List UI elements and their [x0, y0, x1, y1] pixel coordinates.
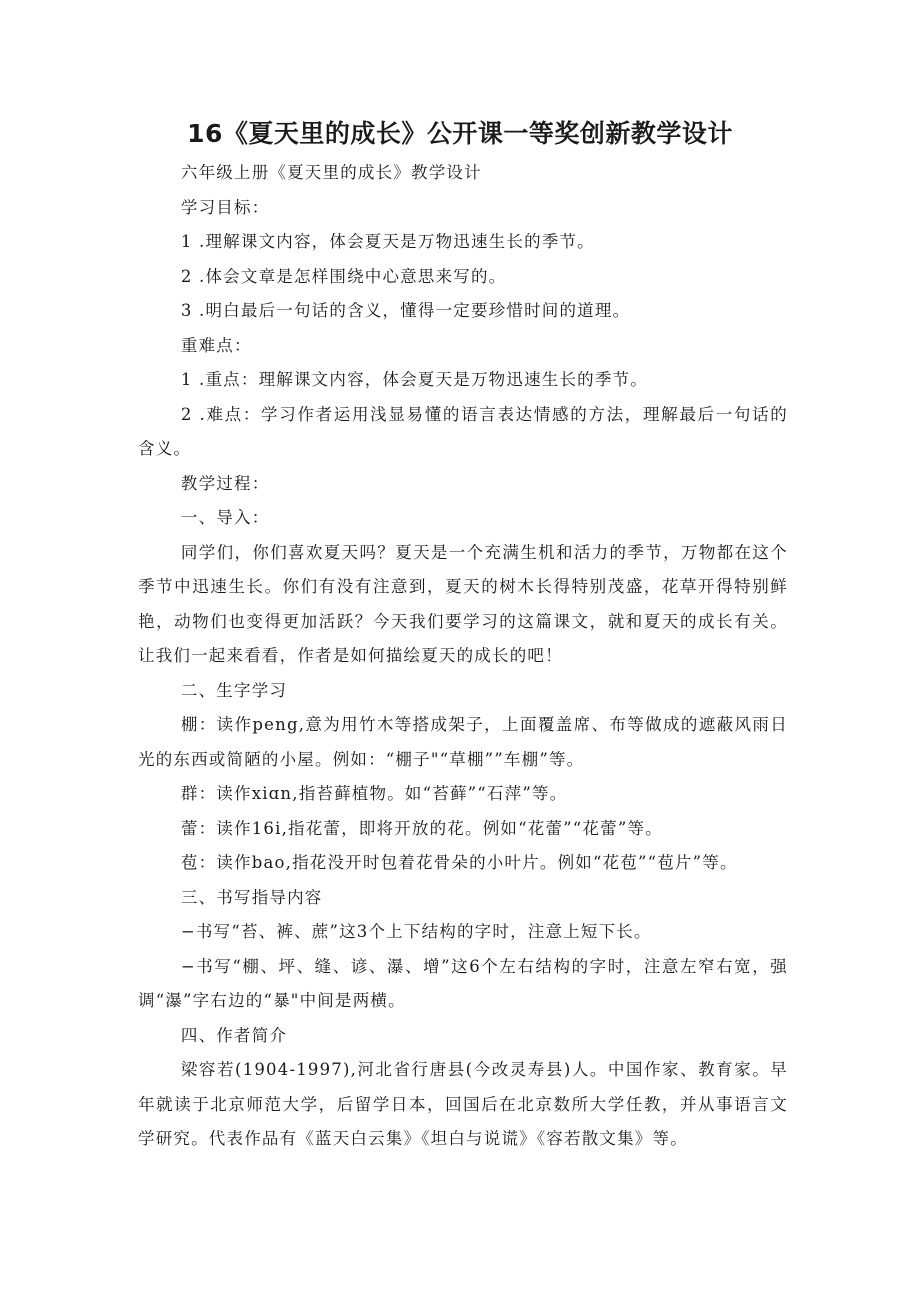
- intro-paragraph: 同学们，你们喜欢夏天吗？夏天是一个充满生机和活力的季节，万物都在这个季节中迅速生长。你们有没有注意到，夏天的树木长得特别茂盛，花草开得特别鲜艳，动物们也变得更加活跃？今天我们要学习的这篇课文，就和夏天的成长有关。让我们一起来看看，作者是如何描绘夏天的成长的吧！: [138, 542, 788, 665]
- character-entry-peng: 棚：读作peng,意为用竹木等搭成架子，上面覆盖席、布等做成的遮蔽风雨日光的东西或简陋的小屋。例如：“棚子"“草棚””车棚”等。: [138, 715, 788, 769]
- section-heading-writing: 三、书写指导内容: [180, 887, 323, 907]
- character-entry-bao: 苞：读作bao,指花没开时包着花骨朵的小叶片。例如“花苞”“苞片”等。: [180, 853, 738, 872]
- objective-item-3: 3 .明白最后一句话的含义，懂得一定要珍惜时间的道理。: [180, 301, 631, 320]
- objective-item-1: 1 .理解课文内容，体会夏天是万物迅速生长的季节。: [180, 232, 595, 251]
- objective-item-2: 2 .体会文章是怎样围绕中心意思来写的。: [180, 266, 507, 286]
- section-heading-characters: 二、生字学习: [180, 680, 288, 700]
- key-point-item-1: 1 .重点：理解课文内容，体会夏天是万物迅速生长的季节。: [180, 370, 648, 389]
- character-entry-xian: 群：读作xiɑn,指苔藓植物。如“苔藓”“石萍”等。: [180, 784, 568, 803]
- section-heading-intro: 一、导入：: [180, 508, 270, 527]
- character-entry-lei: 蕾：读作16i,指花蕾，即将开放的花。例如“花蕾”“花蕾”等。: [180, 818, 663, 838]
- section-heading-process: 教学过程：: [180, 473, 270, 493]
- writing-tip-2: −书写“棚、坪、缝、谚、瀑、增”这6个左右结构的字时，注意左窄右宽，强调“瀑”字右边的“暴"中间是两横。: [138, 956, 788, 1010]
- author-paragraph: 梁容若(1904-1997),河北省行唐县(今改灵寿县)人。中国作家、教育家。早年就读于北京师范大学，后留学日本，回国后在北京数所大学任教，并从事语言文学研究。代表作品有《蓝天白云集》《坦白与说谎》《容若散文集》等。: [138, 1060, 788, 1148]
- key-point-item-2: 2 .难点：学习作者运用浅显易懂的语言表达情感的方法，理解最后一句话的含义。: [138, 404, 788, 458]
- writing-tip-1: −书写“苔、裤、蔗”这3个上下结构的字时，注意上短下长。: [180, 922, 652, 941]
- section-heading-key-points: 重难点：: [180, 335, 252, 355]
- section-heading-author: 四、作者简介: [180, 1025, 288, 1045]
- subtitle-line: 六年级上册《夏天里的成长》教学设计: [180, 163, 482, 182]
- document-title: 16《夏天里的成长》公开课一等奖创新教学设计: [187, 119, 733, 148]
- section-heading-objectives: 学习目标：: [180, 197, 270, 217]
- document-body: [138, 156, 788, 1157]
